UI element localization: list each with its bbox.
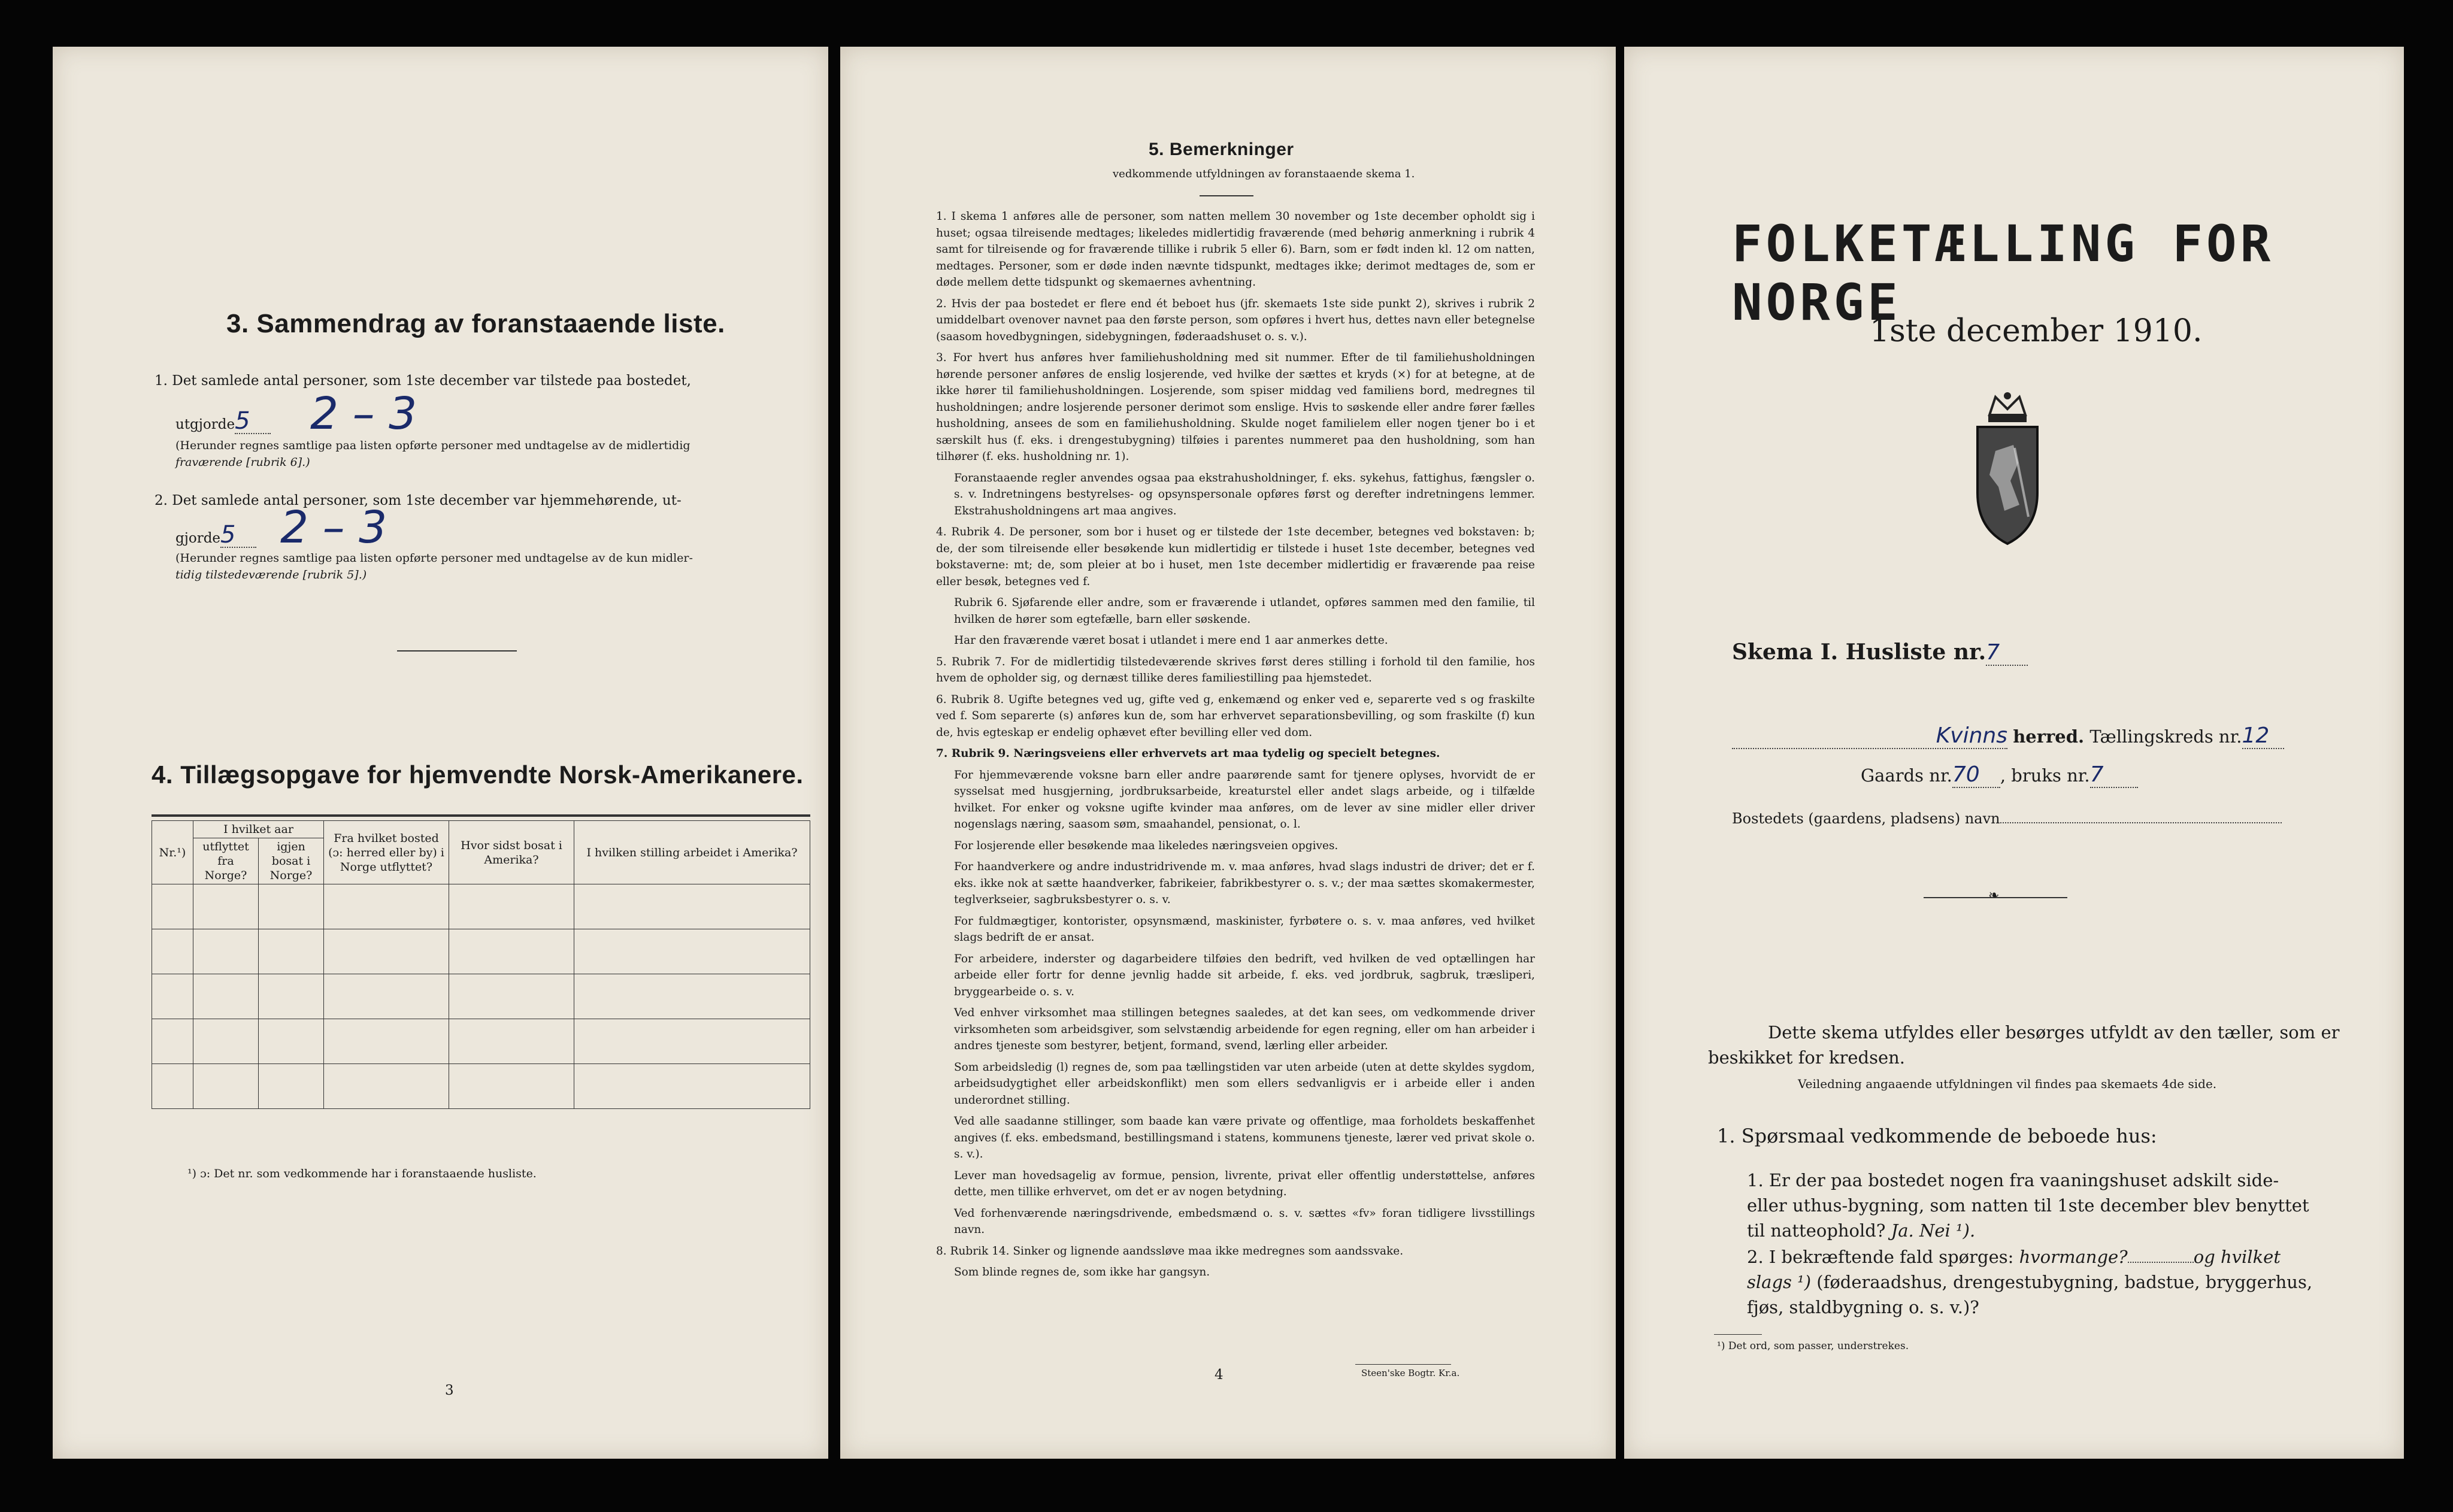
remark-7: 7. Rubrik 9. Næringsveiens eller erhvervets art maa tydelig og specielt betegnes. [936,747,1440,760]
section4-heading: 4. Tillægsopgave for hjemvendte Norsk-Amerikanere. [152,760,804,789]
census-title: FOLKETÆLLING FOR NORGE [1732,214,2275,332]
divider [1714,1334,1762,1335]
col-stilling: I hvilken stilling arbeidet i Amerika? [574,821,810,884]
col-fra: Fra hvilket bosted (ɔ: herred eller by) i Norge utflyttet? [324,821,449,884]
divider [1355,1364,1451,1365]
divider [1200,195,1253,196]
item1-handwriting: 2 – 3 [310,388,417,440]
remarks-heading: 5. Bemerkninger [1149,140,1294,159]
remarks-body [936,208,1535,1286]
census-date: 1ste december 1910. [1870,313,2203,349]
item2-handwriting: 2 – 3 [280,502,387,553]
middle-page [840,47,1616,1459]
remark-7i: Lever man hovedsagelig av formue, pension, livrente, privat eller offentlig understøttelse, anføres dette, men tillike erhvervet, om det er av nogen betydning. [954,1169,1535,1198]
printer-mark: Steen'ske Bogtr. Kr.a. [1361,1368,1460,1378]
gaards-value: 70 [1952,762,2000,788]
intro-guidance: Veiledning angaaende utfyldningen vil findes paa skemaets 4de side. [1798,1077,2217,1091]
item1-line: 1. Det samlede antal personer, som 1ste december var tilstede paa bostedet, [155,373,691,389]
divider [397,650,517,652]
remark-3: 3. For hvert hus anføres hver familiehusholdning med sit nummer. Efter de til familiehusholdningen hørende personer anføres de enslig losjerende, ved hvilke der sættes et kryds (×) for at betegne, at de ikke hører til familiehusholdningen. Losjerende, som spiser middag ved familiens bord, medregnes til husholdningen; andre losjerende personer derimot som enslige. Hvis to søskende eller andre fører fælles husholdning, ansees de som en familiehusholdning. Skulde noget familielem eller nogen tjener bo i et særskilt hus (f. eks. i drengestubygning) tilføies i parentes nummeret paa den husholdning, som han tilhører (f. eks. husholdning nr. 1). [936,352,1535,463]
norsk-amerikanere-table [152,820,810,1109]
page-number: 3 [445,1383,454,1398]
table-row [152,1019,810,1064]
col-utflyttet: utflyttet fra Norge? [193,838,259,884]
table-row [152,974,810,1019]
col-hvor: Hvor sidst bosat i Amerika? [449,821,574,884]
questions-heading: 1. Spørsmaal vedkommende de beboede hus: [1717,1125,2157,1147]
herred-line: Kvinns herred. Tællingskreds nr.12 [1732,723,2284,749]
remark-1: 1. I skema 1 anføres alle de personer, som natten mellem 30 november og 1ste december opholdt sig i huset; ogsaa tilreisende medtages; likeledes midlertidig fraværende (med behørig anmerkning i rubrik 4 samt for tilreisende og for fraværende tillike i rubrik 5 eller 6). Barn, som er født inden kl. 12 om natten, medtages. Personer, som er døde inden nævnte tidspunkt, medtages ikke; derimot medtages de, som er døde mellem dette tidspunkt og skemaernes avhentning. [936,210,1535,289]
page-number: 4 [1215,1367,1224,1383]
schema-label: Skema I. Husliste nr.7 [1732,640,2028,666]
remark-7g: Som arbeidsledig (l) regnes de, som paa tællingstiden var uten arbeide (uten at dette skyldes sygdom, arbeidsudygtighet eller arbeidskonflikt) men som ellers sedvanligvis er i arbeide eller i anden underordnet stilling. [954,1060,1535,1107]
question-1: 1. Er der paa bostedet nogen fra vaaningshuset adskilt side- eller uthus-bygning, som natten til 1ste december blev benyttet til natteophold? Ja. Nei ¹). [1747,1170,2309,1241]
remark-4: 4. Rubrik 4. De personer, som bor i huset og er tilstede der 1ste december, betegnes ved bokstaven: b; de, der som tilreisende eller besøkende kun midlertidig er tilstede i huset 1ste december, betegnes ved bokstaverne: mt; de, som pleier at bo i huset, men 1ste december midlertidig er fraværende paa reise eller besøk, betegnes ved f. [936,526,1535,588]
table-row [152,929,810,974]
remark-6: 6. Rubrik 8. Ugifte betegnes ved ug, gifte ved g, enkemænd og enker ved e, separerte ved s og fraskilte ved f. Som separerte (s) anføres kun de, som har erhvervet separationsbevilling, og som fraskilte (f) kun de, hvis egteskap er endelig ophævet efter bevilling eller ved dom. [936,693,1535,739]
item1-note-b: fraværende [rubrik 6].) [175,456,310,469]
right-footnote: ¹) Det ord, som passer, understrekes. [1717,1340,1909,1352]
question-2: 2. I bekræftende fald spørges: hvormange? og hvilket slags ¹) (føderaadshus, drengestubygning, badstue, bryggerhus, fjøs, staldbygning o. s. v.)? [1747,1247,2313,1317]
item2-prefix: gjorde5 [175,523,256,549]
remark-4b: Rubrik 6. Sjøfarende eller andre, som er fraværende i utlandet, opføres sammen med den familie, til hvilken de hører som egtefælle, barn eller søskende. [954,596,1535,626]
intro-text: Dette skema utfyldes eller besørges utfyldt av den tæller, som er beskikket for kredsen. [1708,1022,2340,1068]
herred-value: Kvinns [1732,723,2007,749]
remark-7f: Ved enhver virksomhet maa stillingen betegnes saaledes, at det kan sees, om vedkommende driver virksomheten som arbeidsgiver, som selvstændig arbeidende for egen regning, eller om han arbeider i andres tjeneste som bestyrer, betjent, formand, svend, lærling eller arbeider. [954,1007,1535,1052]
remark-8b: Som blinde regnes de, som ikke har gangsyn. [954,1266,1210,1278]
item1-value: 5 [235,409,271,434]
item1-note-a: (Herunder regnes samtlige paa listen opførte personer med undtagelse av de midlertidig [175,439,691,452]
remark-7h: Ved alle saadanne stillinger, som baade kan være private og offentlige, maa forholdets beskaffenhet angives (f. eks. embedsmand, bestillingsmand i statens, kommunens tjeneste, lærer ved privat skole o. s. v.). [954,1115,1535,1160]
col-igjen: igjen bosat i Norge? [259,838,324,884]
left-footnote: ¹) ɔ: Det nr. som vedkommende har i foranstaaende husliste. [187,1167,537,1180]
left-page [53,47,828,1459]
remark-7j: Ved forhenværende næringsdrivende, embedsmænd o. s. v. sættes «fv» foran tidligere livsstillings navn. [954,1207,1535,1236]
bosted-line: Bostedets (gaardens, pladsens) navn [1732,810,2282,827]
item2-note-a: (Herunder regnes samtlige paa listen opførte personer med undtagelse av de kun midler- [175,552,693,565]
table-top-rule [152,814,810,817]
husliste-value: 7 [1986,640,2028,666]
bruks-value: 7 [2090,762,2138,788]
kreds-value: 12 [2242,723,2284,749]
ornament-icon: ❧ [1988,888,2000,903]
remark-5: 5. Rubrik 7. For de midlertidig tilstedeværende skrives først deres stilling i forhold til den familie, hos hvem de opholder sig, og dernæst tillike deres familiestilling paa hjemstedet. [936,655,1535,684]
item2-line: 2. Det samlede antal personer, som 1ste december var hjemmehørende, ut- [155,493,682,508]
section3-heading: 3. Sammendrag av foranstaaende liste. [226,309,725,338]
remark-4c: Har den fraværende været bosat i utlandet i mere end 1 aar anmerkes dette. [954,634,1388,647]
col-group-year: I hvilket aar [193,821,324,838]
table-row [152,1064,810,1109]
remark-7d: For fuldmægtiger, kontorister, opsynsmænd, maskinister, fyrbøtere o. s. v. maa anføres, ved hvilket slags bedrift de er ansat. [954,914,1535,944]
col-nr: Nr.¹) [152,821,193,884]
remark-3b: Foranstaaende regler anvendes ogsaa paa ekstrahusholdninger, f. eks. sykehus, fattighus, fængsler o. s. v. Indretningens bestyrelses- og opsynspersonale opføres først og derefter indretningens lemmer. Ekstrahusholdningens art maa angives. [954,471,1535,517]
remark-7b: For losjerende eller besøkende maa likeledes næringsveien opgives. [954,839,1338,852]
remark-7c: For haandverkere og andre industridrivende m. v. maa anføres, hvad slags industri de driver; det er f. eks. ikke nok at sætte haandverker, fabrikeier, fabrikbestyrer o. s. v.; der maa sættes skomakermester, teglverkseier, sagbruksbestyrer o. s. v. [954,860,1535,906]
right-page [1624,47,2404,1459]
remark-8: 8. Rubrik 14. Sinker og lignende aandssløve maa ikke medregnes som aandssvake. [936,1244,1404,1258]
remark-7e: For arbeidere, inderster og dagarbeidere tilføies den bedrift, ved hvilken de ved optællingen har arbeide eller fortr for denne jevnlig hadde sit arbeide, f. eks. ved jordbruk, sagbruk, træsliperi, bryggearbeide o. s. v. [954,952,1535,998]
item2-note-b: tidig tilstedeværende [rubrik 5].) [175,568,367,581]
remarks-subheading: vedkommende utfyldningen av foranstaaende skema 1. [1113,168,1415,180]
item1-prefix: utgjorde5 [175,409,271,435]
gaards-line: Gaards nr.70 , bruks nr.7 [1861,762,2138,788]
remark-7a: For hjemmeværende voksne barn eller andre paarørende samt for tjenere oplyses, hvorvidt de er sysselsat med husgjerning, jordbruksarbeide, kreaturstel eller andet slags arbeide, og i tilfælde hvilket. For enker og voksne ugifte kvinder maa anføres, om de lever av sine midler eller driver nogenslags næring, saasom søm, smaahandel, pensionat, o. l. [954,768,1535,831]
item2-value: 5 [220,523,256,548]
q1-options: Ja. Nei ¹). [1891,1220,1976,1241]
table-row [152,884,810,929]
remark-2: 2. Hvis der paa bostedet er flere end ét beboet hus (jfr. skemaets 1ste side punkt 2), skrives i rubrik 2 umiddelbart ovenover navnet paa den første person, som opføres i hvert hus, dettes navn eller betegnelse (saasom hovedbygningen, sidebygningen, føderaadshuset o. s. v.). [936,297,1535,343]
coat-of-arms-icon [1972,391,2043,547]
